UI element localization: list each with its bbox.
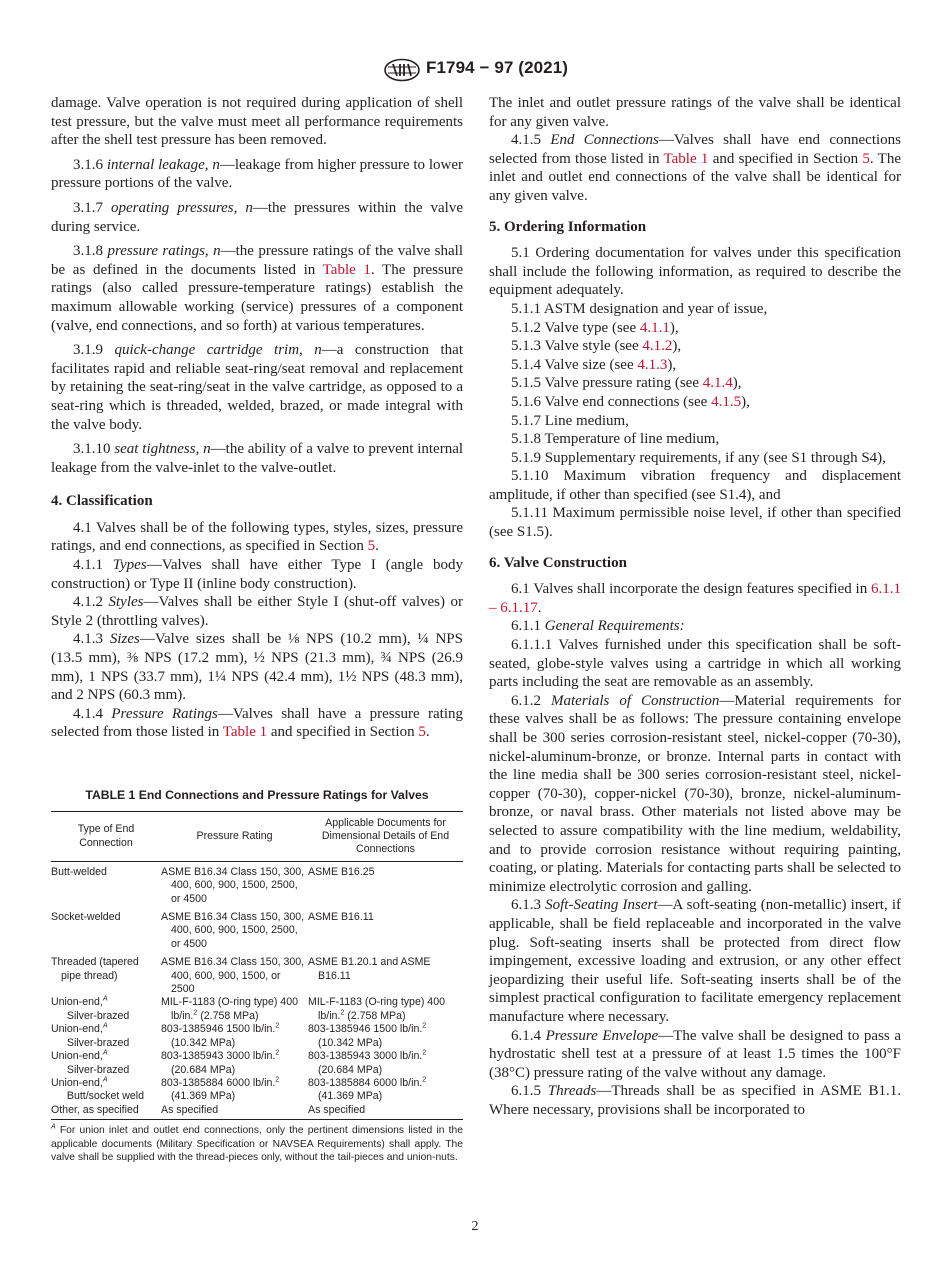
left-column xyxy=(51,94,463,1164)
section-4-1-2: 4.1.2 Styles—Valves shall be either Style I (shut-off valves) or Style 2 (throttling valves). xyxy=(51,594,464,629)
section-4-1-4: 4.1.4 Pressure Ratings—Valves shall have a pressure rating selected from those listed in Table 1 and specified in Section 5. xyxy=(51,705,463,741)
paragraph-continued: The inlet and outlet pressure ratings of the valve shall be identical for any given valve. xyxy=(489,95,901,130)
section-5-1-6: 5.1.6 Valve end connections (see 4.1.5), xyxy=(511,393,750,410)
standard-designation: F1794 − 97 (2021) xyxy=(426,58,569,77)
right-column xyxy=(489,94,901,1119)
section-5-1-4: 5.1.4 Valve size (see 4.1.3), xyxy=(511,356,677,373)
section-5-1-2: 5.1.2 Valve type (see 4.1.1), xyxy=(511,319,679,336)
section-3-1-9: 3.1.9 quick-change cartridge trim, n—a construction that facilitates rapid and reliable seat-ring/seat removal and replacement by retaining the seat-ring/seat in the valve cartridge, as opposed to a seat-ring which is threaded, welded, brazed, or made integral with the valve body. xyxy=(51,342,463,433)
table-header-row xyxy=(51,811,463,861)
section-5-link[interactable]: 5 xyxy=(367,538,376,555)
table-1 xyxy=(51,811,463,1121)
section-6-1: 6.1 Valves shall incorporate the design features specified in 6.1.1 – 6.1.17. xyxy=(489,581,901,616)
heading-classification: 4. Classification xyxy=(51,493,153,510)
section-3-1-10: 3.1.10 seat tightness, n—the ability of a valve to prevent internal leakage from the valve-inlet to the valve-outlet. xyxy=(51,441,464,476)
heading-ordering-information: 5. Ordering Information xyxy=(489,218,647,235)
section-5-1-5: 5.1.5 Valve pressure rating (see 4.1.4), xyxy=(511,375,742,392)
ref-4-1-1-link[interactable]: 4.1.1 xyxy=(639,319,670,336)
table-1-link[interactable]: Table 1 xyxy=(322,261,371,278)
section-5-1-7: 5.1.7 Line medium, xyxy=(511,412,629,429)
table-row: Union-end,$^A$ Silver-brazed 803-1385943 3000 lb/in.$^2$ (20.684 MPa) 803-1385943 3000 lb/in.$^2$ (20.684 MPa) xyxy=(51,1049,427,1076)
section-4-1-1: 4.1.1 Types—Valves shall have either Type I (angle body construction) or Type II (inline body construction). xyxy=(51,557,463,592)
column-header: Type of End Connection xyxy=(51,811,161,861)
section-4-1-5: 4.1.5 End Connections—Valves shall have end connections selected from those listed in Table 1 and specified in Section 5. The inlet and outlet end connections of the valve shall be identical for any given valve. xyxy=(489,132,902,204)
ref-4-1-5-link[interactable]: 4.1.5 xyxy=(711,393,742,410)
astm-logo-icon xyxy=(382,58,422,82)
table-row: Threaded (tapered pipe thread) ASME B16.34 Class 150, 300, 400, 600, 900, 1500, or 2500 ASME B1.20.1 and ASME B16.11 xyxy=(51,956,431,996)
section-4-1-3: 4.1.3 Sizes—Valve sizes shall be ⅛ NPS (10.2 mm), ¼ NPS (13.5 mm), ⅜ NPS (17.2 mm), ½ NPS (21.3 mm), ¾ NPS (26.9 mm), 1 NPS (33.7 mm), 1¼ NPS (42.4 mm), 1½ NPS (48.3 mm), and 2 NPS (60.3 mm). xyxy=(51,631,463,704)
table-row: Socket-welded ASME B16.34 Class 150, 300, 400, 600, 900, 1500, 2500, or 4500 ASME B16.11 xyxy=(51,911,374,950)
table-row: Union-end,$^A$ Silver-brazed 803-1385946 1500 lb/in.$^2$ (10.342 MPa) 803-1385946 1500 lb/in.$^2$ (10.342 MPa) xyxy=(51,1022,427,1049)
table-row: Butt-welded ASME B16.34 Class 150, 300, 400, 600, 900, 1500, 2500, or 4500 ASME B16.25 xyxy=(51,865,375,905)
section-5-link[interactable]: 5 xyxy=(862,150,870,167)
table-row: Other, as specified As specified As specified xyxy=(51,1104,463,1120)
ref-4-1-4-link[interactable]: 4.1.4 xyxy=(702,375,733,392)
page-number: 2 xyxy=(471,1219,479,1234)
ref-4-1-3-link[interactable]: 4.1.3 xyxy=(637,356,668,373)
section-5-1: 5.1 Ordering documentation for valves under this specification shall include the following information, as required to describe the equipment adequately. xyxy=(489,245,901,299)
table-1-footnote: $^A$ For union inlet and outlet end connections, only the pertinent dimensions listed in the applicable documents (Military Specification or NAVSEA Requirements) shall apply. The valve shall be supplied with the thread-pieces only, without the tail-pieces and union-nuts. xyxy=(51,1123,463,1163)
table-1-title: TABLE 1 End Connections and Pressure Ratings for Valves xyxy=(85,788,429,802)
section-6-1-1-1: 6.1.1.1 Valves furnished under this specification shall be soft-seated, globe-style valves using a cartridge in which all working parts including the seat are removable as an assembly. xyxy=(489,637,901,691)
section-3-1-8: 3.1.8 pressure ratings, n—the pressure ratings of the valve shall be as defined in the documents listed in Table 1. The pressure ratings (also called pressure-temperature ratings) establish the maximum allowable working (service) pressures of a component (valve, end connections, and so forth) at various temperatures. xyxy=(51,243,464,334)
heading-valve-construction: 6. Valve Construction xyxy=(489,554,627,571)
section-6-1-5: 6.1.5 Threads—Threads shall be as specified in ASME B1.1. Where necessary, provisions shall be incorporated to xyxy=(489,1083,901,1118)
table-1-link[interactable]: Table 1 xyxy=(663,150,709,167)
table-1-link[interactable]: Table 1 xyxy=(222,724,268,741)
section-5-1-9: 5.1.9 Supplementary requirements, if any (see S1 through S4), xyxy=(511,449,886,466)
section-6-1-4: 6.1.4 Pressure Envelope—The valve shall be designed to pass a hydrostatic shell test at a pressure of at least 1.5 times the 100°F (38°C) pressure rating of the valve without any damage. xyxy=(489,1027,901,1081)
section-5-1-10: 5.1.10 Maximum vibration frequency and displacement amplitude, if other than specified (see S1.4), and xyxy=(489,468,901,503)
section-5-1-8: 5.1.8 Temperature of line medium, xyxy=(511,431,720,448)
section-5-1-1: 5.1.1 ASTM designation and year of issue, xyxy=(511,300,768,317)
section-6-1-1: 6.1.1 General Requirements: xyxy=(511,618,685,635)
column-header: Applicable Documents for Dimensional Details of End Connections xyxy=(308,811,463,861)
section-5-1-11: 5.1.11 Maximum permissible noise level, if other than specified (see S1.5). xyxy=(489,505,901,541)
table-row: Union-end,$^A$ Butt/socket weld 803-1385884 6000 lb/in.$^2$ (41.369 MPa) 803-1385884 6000 lb/in.$^2$ (41.369 MPa) xyxy=(51,1076,427,1103)
table-row: Union-end,$^A$ Silver-brazed MIL-F-1183 (O-ring type) 400 lb/in.$^2$ (2.758 MPa) MIL-F-1183 (O-ring type) 400 lb/in.$^2$ (2.758 MPa) xyxy=(51,995,445,1022)
section-5-1-3: 5.1.3 Valve style (see 4.1.2), xyxy=(511,338,682,355)
section-3-1-6: 3.1.6 internal leakage, n—leakage from higher pressure to lower pressure portions of the valve. xyxy=(51,156,464,192)
ref-4-1-2-link[interactable]: 4.1.2 xyxy=(642,338,673,355)
page-header xyxy=(0,57,950,83)
ref-6-1-1-link[interactable]: 6.1.1 – 6.1.17 xyxy=(489,581,901,616)
section-4-1: 4.1 Valves shall be of the following types, styles, sizes, pressure ratings, and end connections, as specified in Section 5. xyxy=(51,519,463,555)
section-6-1-2: 6.1.2 Materials of Construction—Material requirements for these valves shall be as follows: The pressure containing envelope shall be 300 series corrosion-resistant steel, nickel-copper (70-30), nickel-aluminum-bronze, or bronze. Internal parts in contact with the line media shall be 300 series corrosion-resistant steel, nickel-copper (70-30), copper-nickel (70-30), bronze, nickel-aluminum-bronze, or naval brass. Other materials not listed above may be selected to assure compatibility with the line medium, weldability, and to provide corrosion resistance without requiring painting, coating, or plating. Materials for contacting parts shall be selected to minimize electrolytic corrosion and galling. xyxy=(489,692,901,895)
paragraph-continued: damage. Valve operation is not required during application of shell test pressure, but the valve must meet all performance requirements after the shell test pressure has been removed. xyxy=(51,95,463,149)
section-3-1-7: 3.1.7 operating pressures, n—the pressures within the valve during service. xyxy=(51,199,463,235)
section-6-1-3: 6.1.3 Soft-Seating Insert—A soft-seating (non-metallic) insert, if applicable, shall be field replaceable and incorporated in the valve plug. Soft-seating inserts shall be protected from direct flow impingement, excessive loading and extrusion, or any other effect jeopardizing their useful life. Soft-seating inserts shall be of the simplest practical configuration to facilitate emergency replacement manufacture where necessary. xyxy=(489,897,901,1025)
column-header: Pressure Rating xyxy=(161,811,308,861)
section-5-link[interactable]: 5 xyxy=(418,724,426,741)
